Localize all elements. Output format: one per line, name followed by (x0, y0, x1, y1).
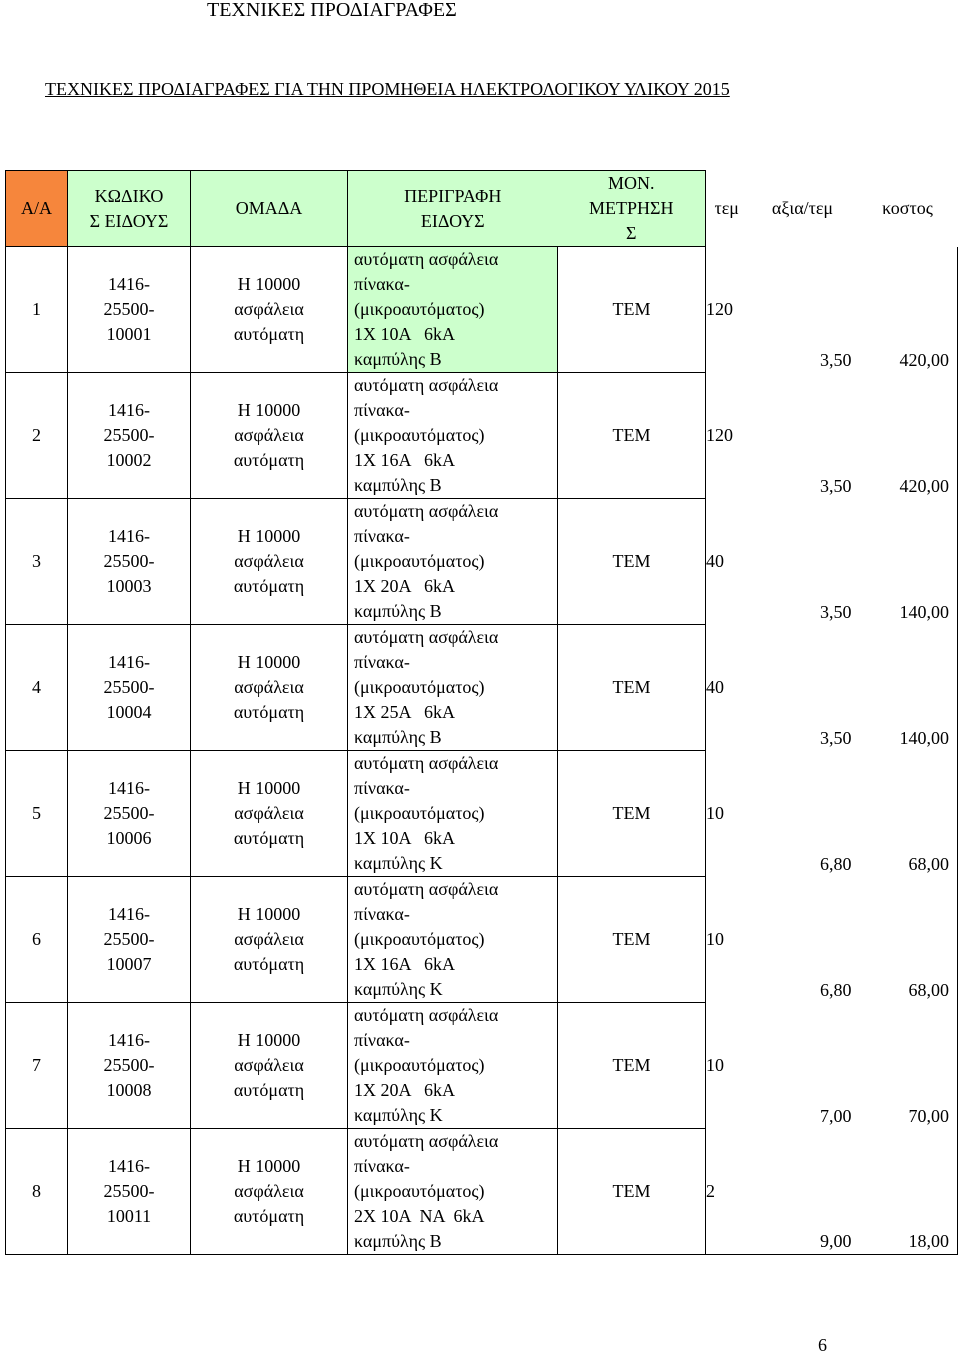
item-description-line: 1Χ 25Α 6kA (354, 702, 456, 722)
item-code-line: 1416- (108, 778, 150, 798)
row-number: 1 (6, 247, 68, 373)
quantity: 40 (706, 551, 724, 571)
row-number: 3 (6, 499, 68, 625)
item-group-line: ασφάλεια (234, 299, 304, 319)
item-description-line: 1Χ 20Α 6kA (354, 1080, 456, 1100)
item-code-line: 25500- (103, 425, 155, 445)
table-row (6, 751, 958, 877)
item-description-line: πίνακα- (354, 1030, 410, 1050)
table-header-row (6, 171, 958, 247)
row-number: 5 (6, 751, 68, 877)
item-code-line: 10002 (106, 450, 152, 470)
quantity: 10 (706, 803, 724, 823)
item-group-line: ασφάλεια (234, 425, 304, 445)
item-group-line: Η 10000 (237, 274, 301, 294)
item-code-line: 25500- (103, 299, 155, 319)
item-description-line: αυτόματη ασφάλεια (354, 501, 499, 521)
header-unit-line2: ΜΕΤΡΗΣΗ (589, 198, 674, 218)
header-unit-line1: ΜΟΝ. (607, 173, 655, 193)
item-code-line: 25500- (103, 803, 155, 823)
item-code-line: 25500- (103, 1055, 155, 1075)
item-description-line: 1Χ 10Α 6kA (354, 324, 456, 344)
item-group-line: αυτόματη (233, 1080, 305, 1100)
item-code (68, 247, 191, 373)
item-description-line: (μικροαυτόματος) (354, 425, 485, 445)
item-description-line: πίνακα- (354, 652, 410, 672)
page-number: 6 (818, 1335, 827, 1355)
item-description-line: καμπύλης Β (354, 601, 442, 621)
item-description-line: αυτόματη ασφάλεια (354, 627, 499, 647)
item-description-line: (μικροαυτόματος) (354, 299, 485, 319)
item-description-line: καμπύλης Β (354, 727, 442, 747)
table-row (6, 877, 958, 1003)
item-description-line: 2Χ 10Α ΝΑ 6kA (354, 1206, 485, 1226)
table-row (6, 1129, 958, 1255)
item-code (68, 751, 191, 877)
item-group-line: αυτόματη (233, 828, 305, 848)
item-code (68, 625, 191, 751)
unit-of-measure: ΤΕΜ (558, 247, 706, 373)
unit-of-measure: ΤΕΜ (558, 1129, 706, 1255)
quantity: 120 (706, 299, 733, 319)
item-group-line: Η 10000 (237, 1030, 301, 1050)
item-description-line: 1Χ 10Α 6kA (354, 828, 456, 848)
unit-price: 6,80 (820, 853, 852, 874)
item-code-line: 10008 (106, 1080, 152, 1100)
header-description-line1: ΠΕΡΙΓΡΑΦΗ (404, 185, 502, 206)
item-code-line: 10003 (106, 576, 152, 596)
item-description-line: πίνακα- (354, 526, 410, 546)
item-code-line: 10001 (106, 324, 152, 344)
item-description-line: αυτόματη ασφάλεια (354, 879, 499, 899)
header-description-line2: ΕΙΔΟΥΣ (420, 210, 485, 231)
item-code-line: 1416- (108, 904, 150, 924)
table-row (6, 247, 958, 373)
item-code-line: 1416- (108, 526, 150, 546)
item-group (191, 625, 348, 751)
item-group-line: αυτόματη (233, 450, 305, 470)
item-description-line: (μικροαυτόματος) (354, 677, 485, 697)
item-group-line: Η 10000 (237, 778, 301, 798)
page-title: ΤΕΧΝΙΚΕΣ ΠΡΟΔΙΑΓΡΑΦΕΣ (207, 0, 457, 21)
item-description-line: (μικροαυτόματος) (354, 1181, 485, 1201)
total-cost: 420,00 (858, 373, 958, 499)
unit-price: 3,50 (820, 601, 852, 622)
item-code-line: 25500- (103, 929, 155, 949)
item-code-line: 10004 (106, 702, 152, 722)
item-description-line: καμπύλης Β (354, 349, 442, 369)
item-description (348, 1003, 558, 1129)
item-code-line: 10006 (106, 828, 152, 848)
unit-price: 3,50 (820, 475, 852, 496)
total-cost: 70,00 (858, 1003, 958, 1129)
unit-of-measure: ΤΕΜ (558, 499, 706, 625)
quantity: 10 (706, 1055, 724, 1075)
item-description-line: πίνακα- (354, 400, 410, 420)
item-group-line: ασφάλεια (234, 677, 304, 697)
item-description-line: 1Χ 16Α 6kA (354, 450, 456, 470)
quantity: 2 (706, 1129, 748, 1255)
item-group-line: αυτόματη (233, 1206, 305, 1226)
item-description-line: καμπύλης Β (354, 475, 442, 495)
quantity: 10 (706, 929, 724, 949)
item-description-line: (μικροαυτόματος) (354, 929, 485, 949)
item-group-line: Η 10000 (237, 400, 301, 420)
item-group (191, 1003, 348, 1129)
item-group (191, 247, 348, 373)
item-code-line: 10007 (106, 954, 152, 974)
item-code-line: 1416- (108, 400, 150, 420)
unit-of-measure: ΤΕΜ (558, 751, 706, 877)
item-description-line: (μικροαυτόματος) (354, 551, 485, 571)
header-group: ΟΜΑΔΑ (191, 171, 348, 247)
unit-of-measure: ΤΕΜ (558, 373, 706, 499)
total-cost: 68,00 (858, 751, 958, 877)
item-description-line: καμπύλης Κ (354, 1105, 443, 1125)
table-row (6, 625, 958, 751)
item-description-line: καμπύλης Β (354, 1231, 442, 1251)
unit-of-measure: ΤΕΜ (558, 877, 706, 1003)
unit-of-measure: ΤΕΜ (558, 625, 706, 751)
header-description (348, 171, 558, 247)
row-number: 6 (6, 877, 68, 1003)
item-description (348, 877, 558, 1003)
item-group-line: Η 10000 (237, 526, 301, 546)
table-row (6, 499, 958, 625)
unit-price: 7,00 (820, 1105, 852, 1126)
table-row (6, 373, 958, 499)
item-group (191, 1129, 348, 1255)
specifications-table (5, 170, 958, 1255)
document-subtitle: ΤΕΧΝΙΚΕΣ ΠΡΟΔΙΑΓΡΑΦΕΣ ΓΙΑ ΤΗΝ ΠΡΟΜΗΘΕΙΑ ΗΛΕΚΤΡΟΛΟΓΙΚΟΥ ΥΛΙΚΟΥ 2015 (45, 79, 730, 99)
item-group-line: Η 10000 (237, 904, 301, 924)
item-group-line: αυτόματη (233, 576, 305, 596)
item-description-line: καμπύλης Κ (354, 853, 443, 873)
item-description (348, 373, 558, 499)
header-unit-price: αξια/τεμ (771, 198, 834, 218)
item-description (348, 247, 558, 373)
item-code-line: 1416- (108, 274, 150, 294)
table-row (6, 1003, 958, 1129)
header-cost: κοστος (882, 198, 933, 218)
item-group-line: ασφάλεια (234, 803, 304, 823)
unit-price: 3,50 (820, 349, 852, 370)
item-group-line: αυτόματη (233, 324, 305, 344)
total-cost: 140,00 (858, 625, 958, 751)
header-aa: Α/Α (6, 171, 68, 247)
item-description-line: καμπύλης Κ (354, 979, 443, 999)
item-description-line: αυτόματη ασφάλεια (354, 753, 499, 773)
item-code (68, 499, 191, 625)
item-group (191, 751, 348, 877)
item-code-line: 1416- (108, 1156, 150, 1176)
unit-price: 3,50 (820, 727, 852, 748)
quantity: 40 (706, 677, 724, 697)
unit-price: 9,00 (748, 1129, 858, 1255)
row-number: 7 (6, 1003, 68, 1129)
item-description-line: (μικροαυτόματος) (354, 803, 485, 823)
total-cost: 140,00 (858, 499, 958, 625)
item-code-line: 1416- (108, 1030, 150, 1050)
item-group (191, 877, 348, 1003)
unit-price: 6,80 (820, 979, 852, 1000)
row-number: 4 (6, 625, 68, 751)
item-group-line: ασφάλεια (234, 551, 304, 571)
item-description-line: πίνακα- (354, 778, 410, 798)
item-description-line: 1Χ 16Α 6kA (354, 954, 456, 974)
header-unit-line3: Σ (626, 223, 637, 243)
item-description-line: πίνακα- (354, 1156, 410, 1176)
item-group-line: ασφάλεια (234, 1055, 304, 1075)
item-code-line: 25500- (103, 551, 155, 571)
total-cost: 420,00 (858, 247, 958, 373)
row-number: 8 (6, 1129, 68, 1255)
item-group-line: ασφάλεια (234, 929, 304, 949)
item-code-line: 25500- (103, 677, 155, 697)
header-item-code-line2: Σ ΕΙΔΟΥΣ (89, 210, 169, 231)
item-group (191, 499, 348, 625)
item-group-line: ασφάλεια (234, 1181, 304, 1201)
item-code (68, 1003, 191, 1129)
item-description-line: αυτόματη ασφάλεια (354, 1131, 499, 1151)
item-description-line: αυτόματη ασφάλεια (354, 375, 499, 395)
quantity: 120 (706, 425, 733, 445)
item-code (68, 877, 191, 1003)
item-description (348, 625, 558, 751)
header-item-code-line1: ΚΩΔΙΚΟ (94, 185, 164, 206)
item-code-line: 1416- (108, 652, 150, 672)
item-description (348, 499, 558, 625)
item-description (348, 751, 558, 877)
item-group-line: αυτόματη (233, 954, 305, 974)
item-group (191, 373, 348, 499)
header-quantity: τεμ (714, 198, 739, 218)
item-code-line: 10011 (106, 1206, 152, 1226)
item-description (348, 1129, 558, 1255)
item-description-line: αυτόματη ασφάλεια (354, 1005, 499, 1025)
item-code-line: 25500- (103, 1181, 155, 1201)
header-item-code (68, 171, 191, 247)
header-unit (558, 171, 706, 247)
total-cost: 18,00 (858, 1129, 958, 1255)
item-description-line: πίνακα- (354, 274, 410, 294)
item-group-line: Η 10000 (237, 652, 301, 672)
unit-of-measure: ΤΕΜ (558, 1003, 706, 1129)
item-code (68, 373, 191, 499)
total-cost: 68,00 (858, 877, 958, 1003)
row-number: 2 (6, 373, 68, 499)
item-group-line: αυτόματη (233, 702, 305, 722)
item-description-line: (μικροαυτόματος) (354, 1055, 485, 1075)
item-group-line: Η 10000 (237, 1156, 301, 1176)
item-description-line: 1Χ 20Α 6kA (354, 576, 456, 596)
item-code (68, 1129, 191, 1255)
item-description-line: αυτόματη ασφάλεια (354, 249, 499, 269)
item-description-line: πίνακα- (354, 904, 410, 924)
